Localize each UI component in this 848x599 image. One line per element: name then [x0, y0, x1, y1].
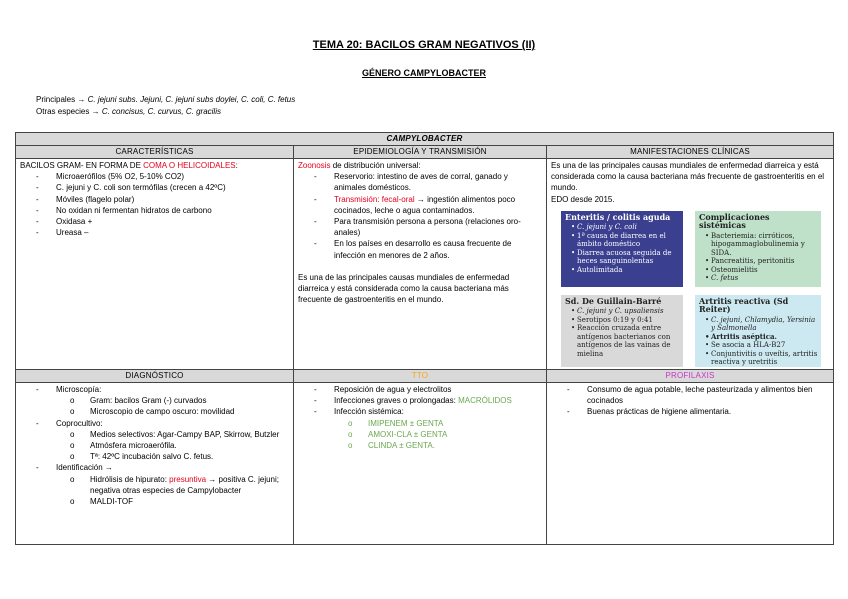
header-epidemiologia: EPIDEMIOLOGÍA Y TRANSMISIÓN — [294, 146, 547, 159]
list-item: o Microscopio de campo oscuro: movilidad — [56, 406, 289, 417]
list-item: - Ureasa – — [20, 227, 289, 238]
epidemiologia-closing: Es una de las principales causas mundiales de enfermedad diarreica y está considerada como la causa bacteriana más frecuente de gastroenteritis en el mundo. — [298, 272, 510, 305]
box-title: Enteritis / colitis aguda — [565, 211, 671, 222]
box-title: Artritis reactiva (Sd Reiter) — [699, 295, 789, 315]
box-complicaciones — [695, 211, 821, 287]
header-diagnostico: DIAGNÓSTICO — [16, 370, 294, 383]
tto-list — [298, 384, 542, 451]
manifestaciones-cell — [547, 159, 834, 370]
list-item: - Móviles (flagelo polar) — [20, 194, 289, 205]
principales-label: Principales — [36, 95, 76, 104]
box-guillain-barre — [561, 295, 683, 367]
tto-cell — [294, 383, 547, 545]
list-item: o Atmósfera microaerófila. — [56, 440, 289, 451]
profilaxis-cell — [547, 383, 834, 545]
list-item: • Conjuntivitis o uveítis, artritis reactiva y uretritis — [705, 350, 821, 367]
page-subtitle: GÉNERO CAMPYLOBACTER — [361, 68, 486, 78]
list-item: • C. jejuni, Chlamydia, Yersinia y Salmonella — [705, 316, 821, 333]
list-item: • C. fetus — [705, 274, 821, 283]
list-item: - Infección sistémica: o IMIPENEM ± GENTA o AMOXI-CLA ± GENTA o CLINDA ± GENTA. — [298, 406, 542, 451]
list-item: • Osteomielitis — [705, 266, 821, 275]
header-profilaxis: PROFILAXIS — [547, 370, 834, 383]
list-item: o IMIPENEM ± GENTA — [334, 418, 542, 429]
diagnostico-list — [20, 384, 289, 507]
list-item: • C. jejuni y C. upsaliensis — [571, 307, 683, 316]
list-item: - Microaerófilos (5% O2, 5-10% CO2) — [20, 171, 289, 182]
list-item: o Medios selectivos: Agar-Campy BAP, Skirrow, Butzler — [56, 429, 289, 440]
list-item: o Gram: bacilos Gram (-) curvados — [56, 395, 289, 406]
header-tto: TTO — [294, 370, 547, 383]
caracteristicas-list — [20, 171, 289, 238]
list-item: - Buenas prácticas de higiene alimentaria. — [551, 406, 829, 417]
list-item: o Tª: 42ºC incubación salvo C. fetus. — [56, 451, 289, 462]
list-item: - Microscopía: o Gram: bacilos Gram (-) curvados o Microscopio de campo oscuro: movilidad — [20, 384, 289, 418]
list-item: • Bacteriemia: cirróticos, hipogammaglobulinemia y SIDA. — [705, 232, 821, 258]
otras-species: C. concisus, C. curvus, C. gracilis — [101, 107, 221, 116]
list-item: - Reposición de agua y electrolitos — [298, 384, 542, 395]
table-banner: CAMPYLOBACTER — [16, 133, 834, 146]
list-item: - Infecciones graves o prolongadas: MACRÓLIDOS — [298, 395, 542, 406]
caracteristicas-lead: BACILOS GRAM- EN FORMA DE COMA O HELICOIDALES: — [20, 161, 238, 170]
epidemiologia-lead: Zoonosis de distribución universal: — [298, 161, 421, 170]
list-item: - Transmisión: fecal-oral → ingestión alimentos poco cocinados, leche o agua contaminados. — [298, 194, 542, 216]
profilaxis-list — [551, 384, 829, 418]
epidemiologia-list — [298, 171, 542, 261]
list-item: o AMOXI-CLA ± GENTA — [334, 429, 542, 440]
list-item: • 1ª causa de diarrea en el ámbito doméstico — [571, 232, 683, 249]
list-item: • Reacción cruzada entre antígenos bacterianos con antígenos de las vainas de mielina — [571, 324, 683, 358]
arrow-icon: → — [77, 95, 86, 104]
list-item: - Identificación → o Hidrólisis de hipurato: presuntiva → positiva C. jejuni; negativa otras especies de Campylobacter o MALDI-TOF — [20, 462, 289, 507]
box-title: Sd. De Guillain-Barré — [565, 295, 662, 306]
epidemiologia-cell — [294, 159, 547, 370]
header-caracteristicas: CARACTERÍSTICAS — [16, 146, 294, 159]
list-item: - En los países en desarrollo es causa frecuente de infección en menores de 2 años. — [298, 238, 542, 260]
list-item: • Pancreatitis, peritonitis — [705, 257, 821, 266]
list-item: • C. jejuni y C. coli — [571, 223, 683, 232]
box-enteritis — [561, 211, 683, 287]
manifestaciones-edo: EDO desde 2015. — [551, 194, 615, 204]
list-item: o MALDI-TOF — [56, 496, 289, 507]
list-item: - Coprocultivo: o Medios selectivos: Agar-Campy BAP, Skirrow, Butzler o Atmósfera microaerófila. o Tª: 42ºC incubación salvo C. fetus. — [20, 418, 289, 463]
list-item: - Para transmisión persona a persona (relaciones oro-anales) — [298, 216, 542, 238]
box-artritis — [695, 295, 821, 367]
campylobacter-table — [15, 132, 834, 545]
list-item: o Hidrólisis de hipurato: presuntiva → positiva C. jejuni; negativa otras especies de Campylobacter — [56, 474, 289, 496]
list-item: • Diarrea acuosa seguida de heces sanguinolentas — [571, 249, 683, 266]
list-item: • Artritis aséptica. — [705, 333, 821, 342]
page-title: TEMA 20: BACILOS GRAM NEGATIVOS (II) — [312, 39, 536, 51]
list-item: o CLINDA ± GENTA. — [334, 440, 542, 451]
manifestaciones-text: Es una de las principales causas mundiales de enfermedad diarreica y está considerada como la causa bacteriana más frecuente de gastroenteritis en el mundo. — [551, 161, 825, 193]
otras-label: Otras especies — [36, 107, 90, 116]
list-item: - No oxidan ni fermentan hidratos de carbono — [20, 205, 289, 216]
list-item: - Consumo de agua potable, leche pasteurizada y alimentos bien cocinados — [551, 384, 829, 406]
principales-species: C. jejuni subs. Jejuni, C. jejuni subs doylei, C. coli, C. fetus — [87, 95, 296, 104]
list-item: - Oxidasa + — [20, 216, 289, 227]
intro-principales — [36, 94, 295, 106]
list-item: • Serotipos 0:19 y 0:41 — [571, 316, 683, 325]
list-item: - Reservorio: intestino de aves de corral, ganado y animales domésticos. — [298, 171, 542, 193]
list-item: • Se asocia a HLA-B27 — [705, 341, 821, 350]
list-item: - C. jejuni y C. coli son termófilas (crecen a 42ºC) — [20, 182, 289, 193]
list-item: • Autolimitada — [571, 266, 683, 275]
caracteristicas-cell — [16, 159, 294, 370]
header-manifestaciones: MANIFESTACIONES CLÍNICAS — [547, 146, 834, 159]
diagnostico-cell — [16, 383, 294, 545]
clinical-boxes — [551, 205, 829, 365]
intro-otras — [36, 106, 221, 118]
arrow-icon: → — [91, 107, 100, 116]
box-title: Complicaciones sistémicas — [699, 211, 770, 231]
